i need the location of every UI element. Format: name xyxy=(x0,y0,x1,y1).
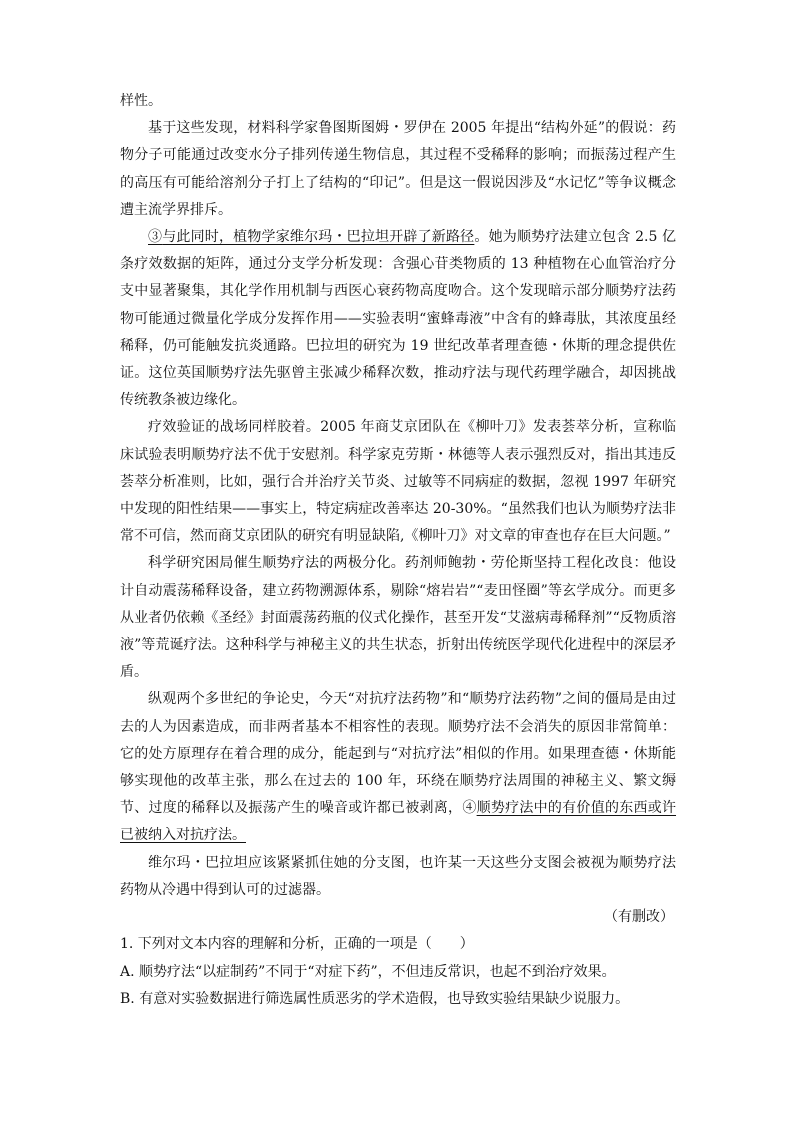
paragraph-efficacy: 疗效验证的战场同样胶着。2005 年商艾京团队在《柳叶刀》发表荟萃分析，宣称临床试验表明顺势疗法不优于安慰剂。科学家克劳斯・林德等人表示强烈反对，指出其违反荟萃分析准则，比如，强行合并治疗关节炎、过敏等不同病症的数据，忽视 1997 年研究中发现的阳性结果——事实上，特定病症改善率达 20-30%。“虽然我们也认为顺势疗法非常不可信，然而商艾京团队的研究有明显缺陷,《柳叶刀》对文章的审查也存在巨大问题。” xyxy=(120,419,676,545)
question-stem: 1. 下列对文本内容的理解和分析，正确的一项是（ ） xyxy=(120,936,474,953)
question-option-a: A. 顺势疗法“以症制药”不同于“对症下药”，不但违反常识，也起不到治疗效果。 xyxy=(120,963,616,980)
paragraph-roy-hypothesis: 基于这些发现，材料科学家鲁图斯图姆・罗伊在 2005 年提出“结构外延”的假说：药物分子可能通过改变水分子排列传递生物信息，其过程不受稀释的影响；而振荡过程产生的高压有可能给溶剂分子打上了结构的“印记”。但是这一假说因涉及“水记忆”等争议概念遭主流学界排斥。 xyxy=(120,120,676,218)
marker-4: ④ xyxy=(462,800,477,817)
underlined-sentence-4: 顺势疗法中的有价值的东西或许已被纳入对抗疗法。 xyxy=(120,800,677,844)
underlined-sentence-3 xyxy=(148,229,474,245)
paragraph-balatan-rest: 。她为顺势疗法建立包含 2.5 亿条疗效数据的矩阵，通过分支学分析发现：含强心苷类物质的 13 种植物在心血管治疗分支中显著聚集，其化学作用机制与西医心衰药物高度吻合。这个发现暗示部分顺势疗法药物可能通过微量化学成分发挥作用——实验表明“蜜蜂毒液”中含有的蜂毒肽，其浓度虽经稀释，仍可能触发抗炎通路。巴拉坦的研究为 19 世纪改革者理查德・休斯的理念提供佐证。这位英国顺势疗法先驱曾主张减少稀释次数，推动疗法与现代药理学融合，却因挑战传统教条被边缘化。 xyxy=(120,229,677,409)
paragraph-conclusion: 维尔玛・巴拉坦应该紧紧抓住她的分支图，也许某一天这些分支图会被视为顺势疗法药物从冷遇中得到认可的过滤器。 xyxy=(120,854,676,898)
question-option-b: B. 有意对实验数据进行筛选属性质恶劣的学术造假，也导致实验结果缺少说服力。 xyxy=(120,991,630,1008)
underlined-text-3: 与此同时，植物学家维尔玛・巴拉坦开辟了新路径 xyxy=(162,229,475,246)
paragraph-history-text: 纵观两个多世纪的争论史，今天“对抗疗法药物”和“顺势疗法药物”之间的僵局是由过去的人为因素造成，而非两者基本不相容性的表现。顺势疗法不会消失的原因非常简单：它的处方原理存在着合理的成分，能起到与“对抗疗法”相似的作用。如果理查德・休斯能够实现他的改革主张，那么在过去的 100 年，环绕在顺势疗法周围的神秘主义、繁文缛节、过度的稀释以及振荡产生的噪音或许都已被剥离， xyxy=(120,691,676,817)
paragraph-history xyxy=(120,686,676,849)
marker-3: ③ xyxy=(148,229,163,246)
paragraph-continuation: 样性。 xyxy=(120,93,162,109)
source-note: （有删改） xyxy=(604,909,674,926)
paragraph-polarization: 科学研究困局催生顺势疗法的两极分化。药剂师鲍勃・劳伦斯坚持工程化改良：他设计自动震荡稀释设备，建立药物溯源体系，剔除“熔岩岩”“麦田怪圈”等玄学成分。而更多从业者仍依赖《圣经》封面震荡药瓶的仪式化操作，甚至开发“艾滋病毒稀释剂”“反物质溶液”等荒诞疗法。这种科学与神秘主义的共生状态，折射出传统医学现代化进程中的深层矛盾。 xyxy=(120,555,676,681)
paragraph-balatan xyxy=(120,224,676,414)
document-page xyxy=(120,88,676,1014)
